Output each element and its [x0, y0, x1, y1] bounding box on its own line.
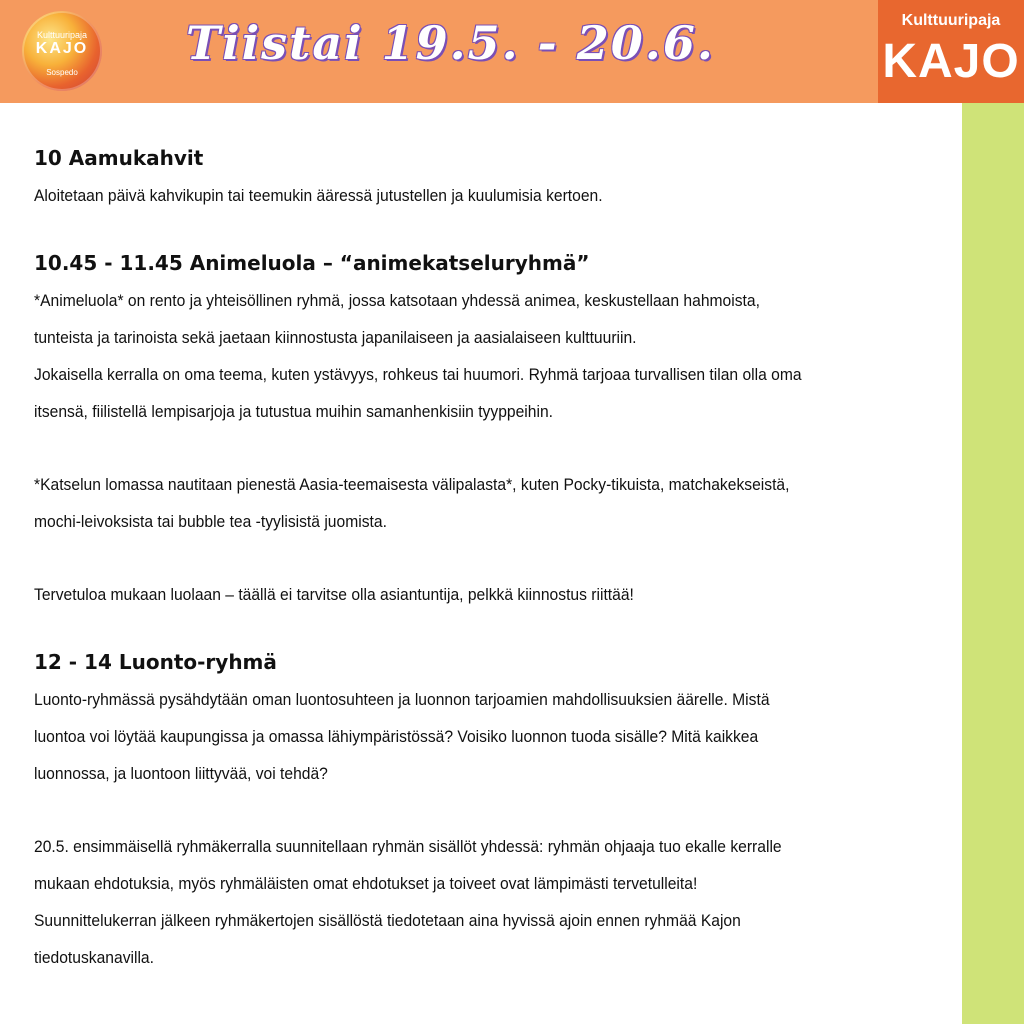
paragraph-gap: [34, 540, 954, 576]
paragraph-line: Jokaisella kerralla on oma teema, kuten ystävyys, rohkeus tai huumori. Ryhmä tarjoaa turvallisen tilan olla oma: [34, 365, 802, 384]
side-accent-bar: [962, 103, 1024, 1024]
paragraph-line: tiedotuskanavilla.: [34, 948, 154, 967]
section-title: 10.45 - 11.45 Animeluola – “animekatseluryhmä”: [34, 251, 590, 275]
paragraph-line: Luonto-ryhmässä pysähdytään oman luontosuhteen ja luonnon tarjoamien mahdollisuuksien äärelle. Mistä: [34, 690, 770, 709]
kajo-logo: [22, 11, 102, 91]
brand-subtitle: Kulttuuripaja: [901, 12, 1001, 29]
section-title: 10 Aamukahvit: [34, 146, 204, 170]
section-title: 12 - 14 Luonto-ryhmä: [34, 650, 277, 674]
schedule-content: [34, 139, 954, 1006]
paragraph-line: mukaan ehdotuksia, myös ryhmäläisten omat ehdotukset ja toiveet ovat lämpimästi tervetulleita!: [34, 874, 698, 893]
paragraph-gap: [34, 792, 954, 828]
paragraph-line: mochi-leivoksista tai bubble tea -tyylisistä juomista.: [34, 512, 387, 531]
paragraph-line: tunteista ja tarinoista sekä jaetaan kiinnostusta japanilaiseen ja aasialaiseen kulttuuriin.: [34, 328, 637, 347]
section-luonto-ryhma: [34, 643, 954, 976]
paragraph-line: Tervetuloa mukaan luolaan – täällä ei tarvitse olla asiantuntija, pelkkä kiinnostus riittää!: [34, 585, 634, 604]
logo-line2: KAJO: [35, 40, 89, 57]
logo-line3: Sospedo: [46, 68, 78, 77]
section-aamukahvit: [34, 139, 954, 214]
brand-box: [878, 0, 1024, 103]
paragraph-line: Suunnittelukerran jälkeen ryhmäkertojen sisällöstä tiedotetaan aina hyvissä ajoin ennen ryhmää Kajon: [34, 911, 741, 930]
section-animeluola: [34, 244, 954, 613]
paragraph-line: *Animeluola* on rento ja yhteisöllinen ryhmä, jossa katsotaan yhdessä animea, keskustellaan hahmoista,: [34, 291, 760, 310]
paragraph-line: Aloitetaan päivä kahvikupin tai teemukin ääressä jutustellen ja kuulumisia kertoen.: [34, 186, 603, 205]
paragraph-line: luontoa voi löytää kaupungissa ja omassa lähiympäristössä? Voisiko luonnon tuoda sisälle? Mitä kaikkea: [34, 727, 759, 746]
logo-line1: Kulttuuripaja: [36, 30, 88, 40]
header-banner: [0, 0, 1024, 103]
brand-name: KAJO: [882, 35, 1020, 88]
page-title: Tiistai 19.5. - 20.6.: [186, 16, 715, 70]
paragraph-gap: [34, 430, 954, 466]
paragraph-line: luonnossa, ja luontoon liittyvää, voi tehdä?: [34, 764, 328, 783]
paragraph-line: itsensä, fiilistellä lempisarjoja ja tutustua muihin samanhenkisiin tyyppeihin.: [34, 402, 553, 421]
paragraph-line: *Katselun lomassa nautitaan pienestä Aasia-teemaisesta välipalasta*, kuten Pocky-tikuista, matchakekseistä,: [34, 475, 790, 494]
paragraph-line: 20.5. ensimmäisellä ryhmäkerralla suunnitellaan ryhmän sisällöt yhdessä: ryhmän ohjaaja tuo ekalle kerralle: [34, 837, 782, 856]
